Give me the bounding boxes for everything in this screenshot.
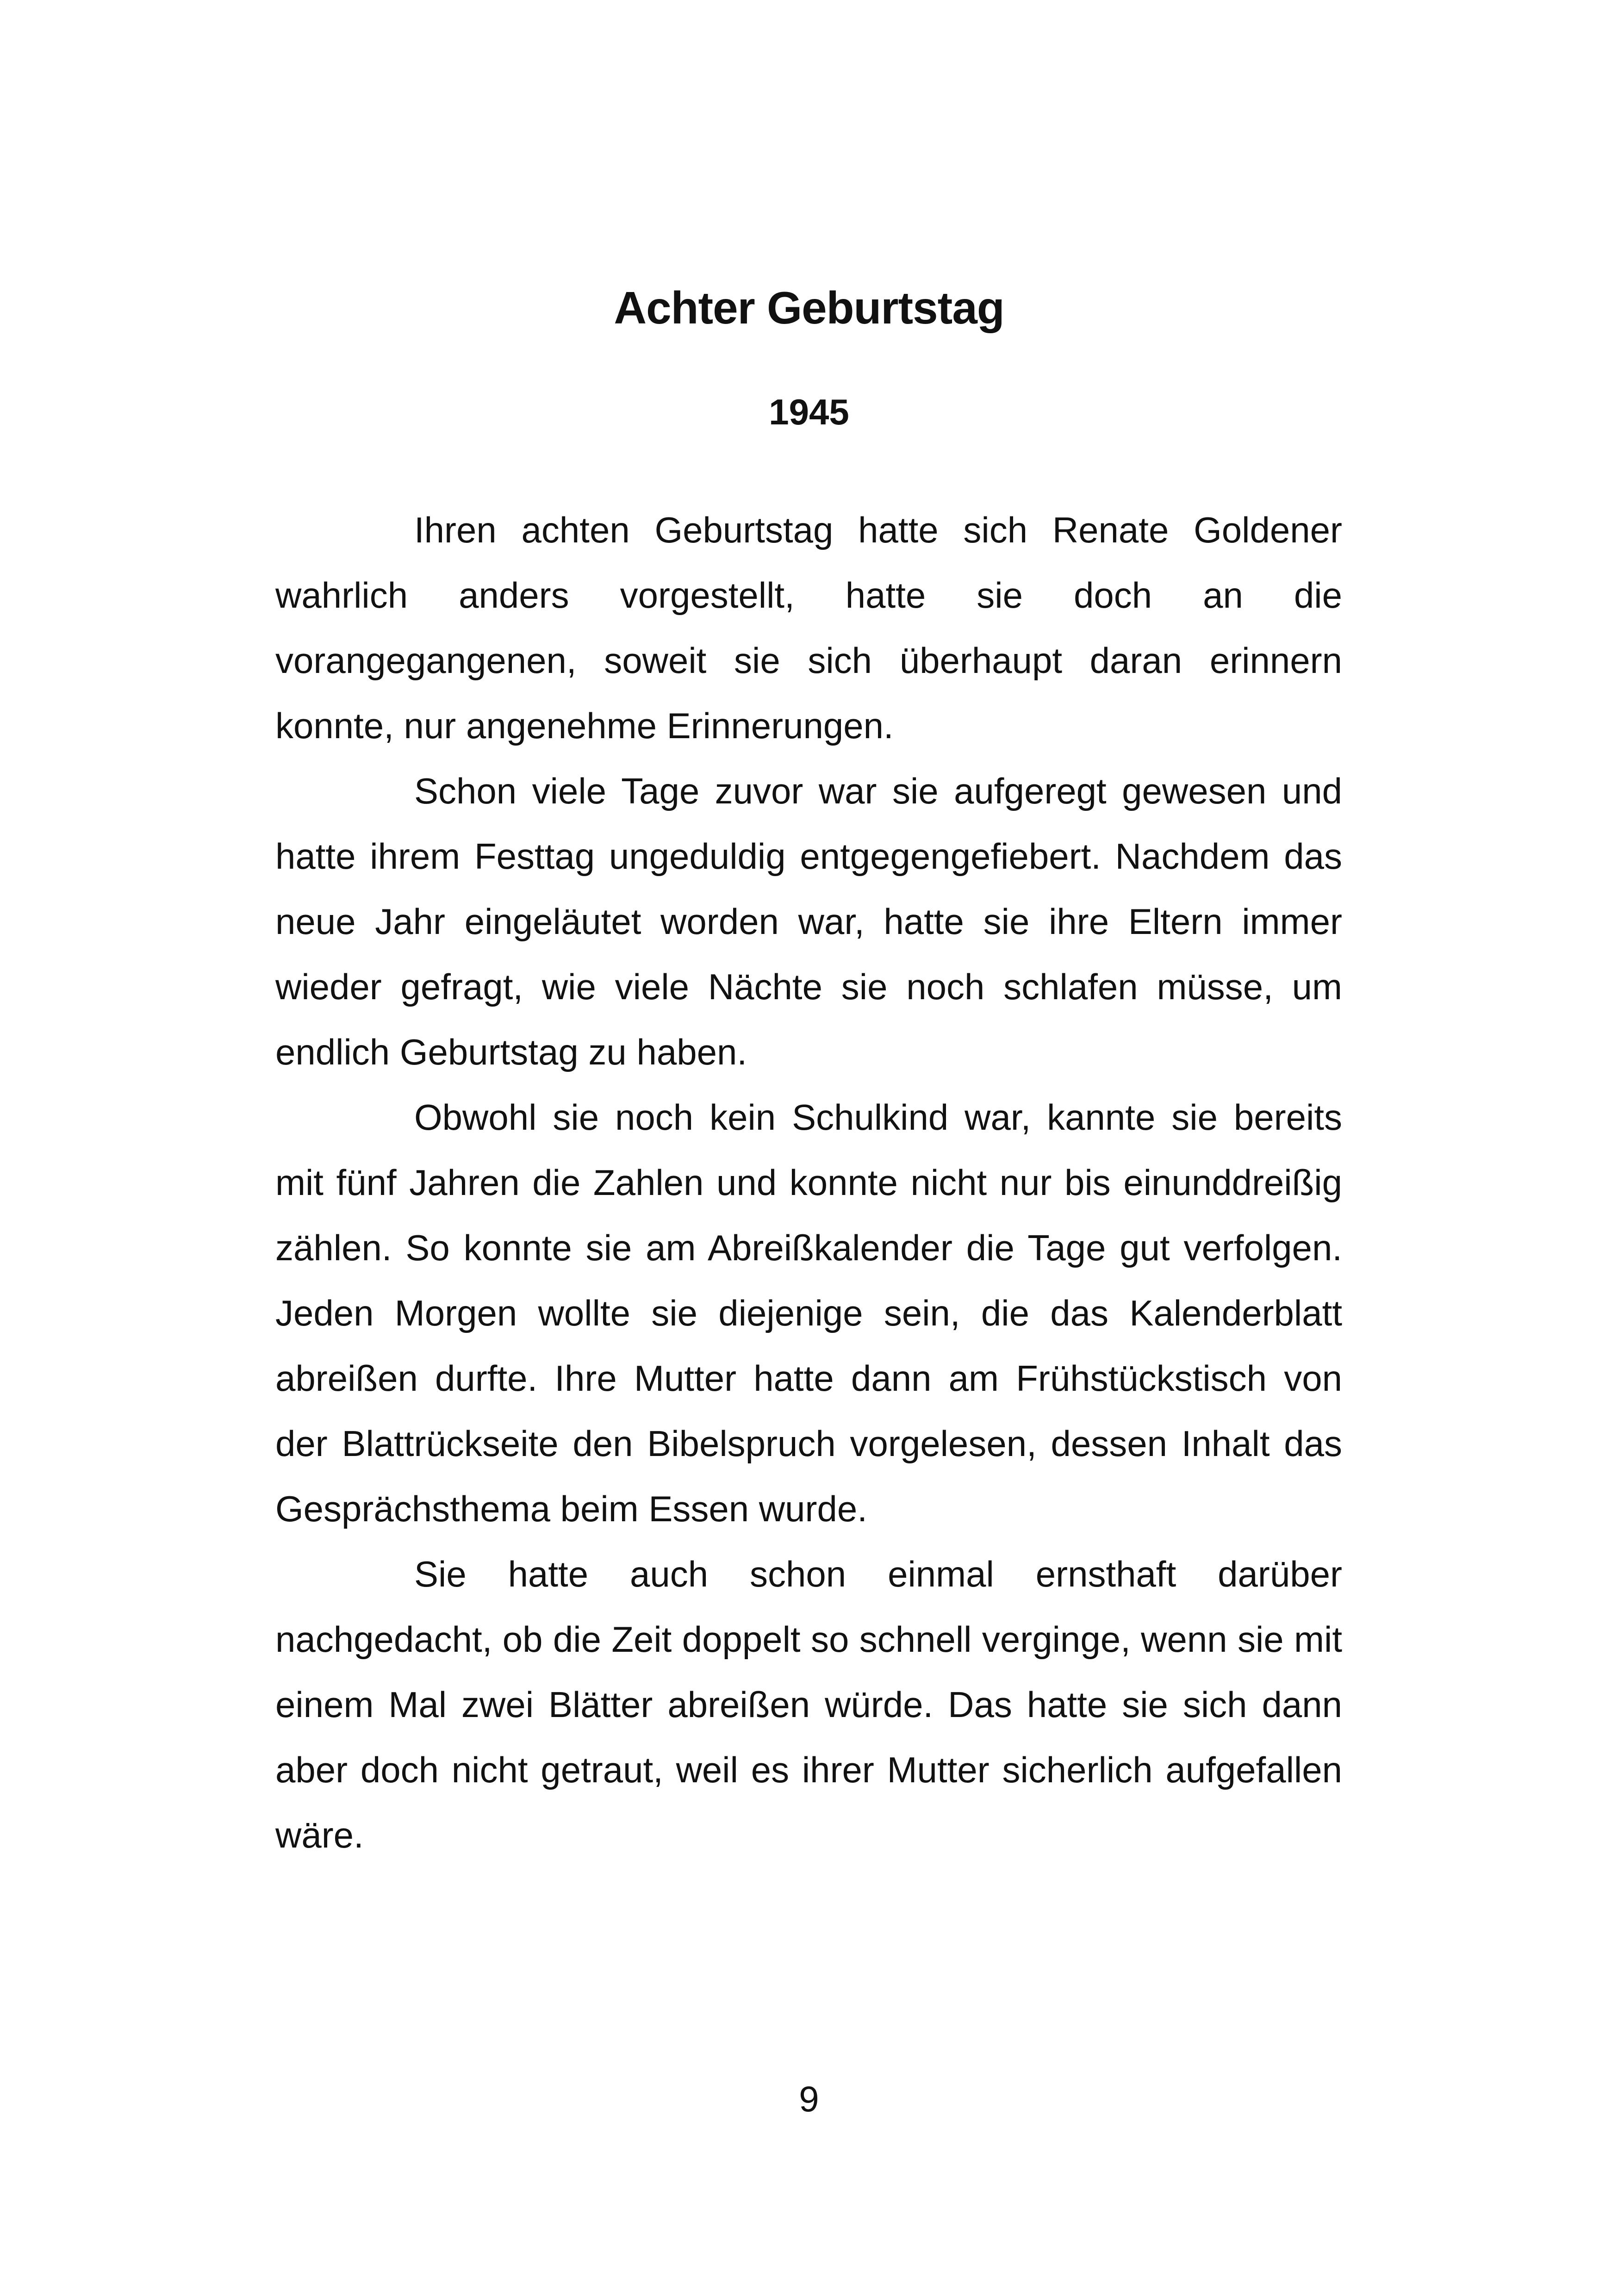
paragraph-4: Sie hatte auch schon einmal ernsthaft darüber nachgedacht, ob die Zeit doppelt so schnell verginge, wenn sie mit einem Mal zwei Blätter abreißen würde. Das hatte sie sich dann aber doch nicht getraut, weil es ihrer Mutter sicherlich aufgefallen wäre. bbox=[275, 1554, 1342, 1855]
paragraph-2: Schon viele Tage zuvor war sie aufgeregt gewesen und hatte ihrem Festtag ungeduldig entgegengefiebert. Nachdem das neue Jahr eingeläutet worden war, hatte sie ihre Eltern immer wieder gefragt, wie viele Nächte sie noch schlafen müsse, um endlich Geburtstag zu haben. bbox=[275, 771, 1342, 1072]
paragraph-3: Obwohl sie noch kein Schulkind war, kannte sie bereits mit fünf Jahren die Zahlen und konnte nicht nur bis einunddreißig zählen. So konnte sie am Abreißkalender die Tage gut verfolgen. Jeden Morgen wollte sie diejenige sein, die das Kalenderblatt abreißen durfte. Ihre Mutter hatte dann am Frühstückstisch von der Blattrückseite den Bibelspruch vorgelesen, dessen Inhalt das Gesprächsthema beim Essen wurde. bbox=[275, 1097, 1342, 1529]
chapter-title: Achter Geburtstag bbox=[614, 282, 1004, 333]
paragraph-1: Ihren achten Geburtstag hatte sich Renate Goldener wahrlich anders vorgestellt, hatte sie doch an die vorangegangenen, soweit sie sich überhaupt daran erinnern konnte, nur angenehme Erinnerungen. bbox=[275, 510, 1342, 746]
chapter-year: 1945 bbox=[769, 392, 849, 432]
page-number: 9 bbox=[799, 2078, 819, 2119]
body-text bbox=[275, 498, 1342, 1868]
